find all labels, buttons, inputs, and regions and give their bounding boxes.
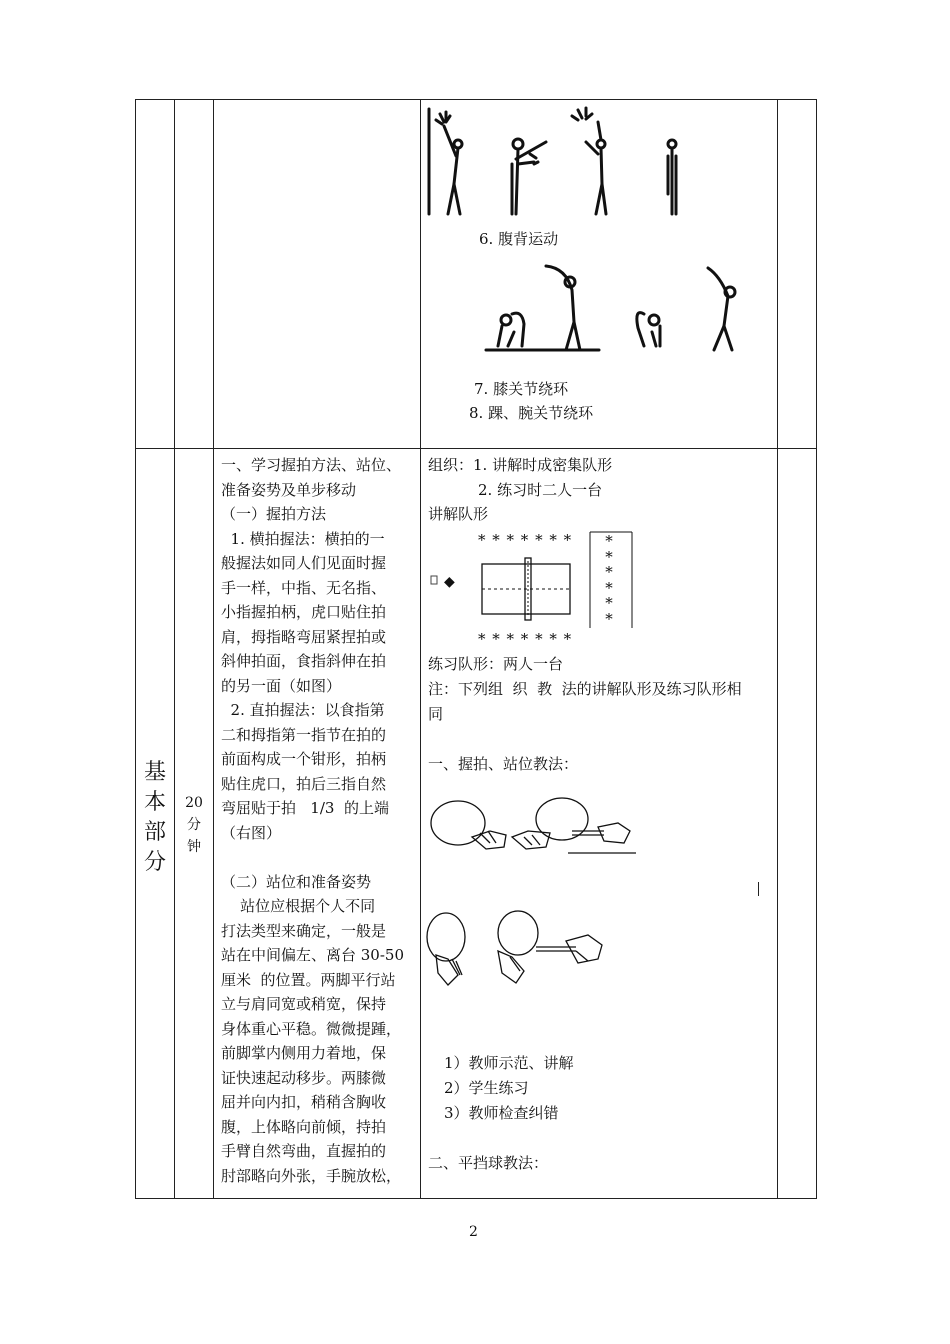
duration bbox=[176, 792, 212, 858]
content-line: 2. 直拍握法：以食指第 bbox=[221, 701, 385, 719]
duration-line: 分 bbox=[187, 817, 201, 833]
content-line: 1. 横拍握法：横拍的一 bbox=[221, 529, 385, 548]
explanation-formation-label: 讲解队形 bbox=[428, 505, 489, 523]
grip-method-title: 一、握拍、站位教法： bbox=[428, 755, 579, 773]
exercise-figures-bending bbox=[484, 262, 754, 354]
formation-star: * bbox=[605, 609, 613, 628]
content-line: 证快速起动移步。两膝微 bbox=[221, 1068, 387, 1087]
formation-star: * bbox=[605, 547, 613, 566]
table-col-line bbox=[213, 99, 214, 1199]
content-line: 贴住虎口，拍后三指自然 bbox=[221, 774, 387, 793]
content-line: 屈并向内扣，稍稍含胸收 bbox=[221, 1093, 387, 1111]
grip-step-1: 1）教师示范、讲解 bbox=[444, 1054, 574, 1072]
content-line bbox=[221, 845, 404, 870]
margin-mark bbox=[758, 882, 759, 896]
formation-stars-bottom: * * * * * * * bbox=[478, 630, 573, 648]
grip-step-3: 3）教师检查纠错 bbox=[444, 1104, 559, 1122]
formation-star: * bbox=[605, 594, 613, 612]
formation-star: * bbox=[605, 578, 613, 597]
organization-line-1: 组织：1. 讲解时成密集队形 bbox=[428, 456, 613, 474]
table-col-line bbox=[816, 99, 817, 1199]
grip-illustration-shakehand bbox=[428, 797, 638, 855]
table-row-divider bbox=[135, 448, 817, 449]
content-line: （二）站位和准备姿势 bbox=[221, 872, 372, 891]
caption-exercise-8: 8. 踝、腕关节绕环 bbox=[469, 404, 594, 422]
table-col-line bbox=[420, 99, 421, 1199]
duration-line: 20 bbox=[185, 795, 203, 811]
content-line: 厘米 的位置。两脚平行站 bbox=[221, 970, 396, 989]
part-label-char: 分 bbox=[143, 850, 166, 875]
formation-stars-top: * * * * * * * bbox=[478, 531, 573, 549]
content-line: 手一样，中指、无名指、 bbox=[221, 578, 387, 597]
table-border-top bbox=[135, 99, 817, 100]
table-col-line bbox=[135, 99, 136, 1199]
table-col-line bbox=[174, 99, 175, 1199]
content-line: 身体重心平稳。微微提踵， bbox=[221, 1019, 402, 1038]
content-line: 手臂自然弯曲，直握拍的 bbox=[221, 1142, 387, 1160]
content-line: （右图） bbox=[221, 823, 282, 842]
content-line: 前脚掌内侧用力着地，保 bbox=[221, 1044, 387, 1062]
organization-line-2: 2. 练习时二人一台 bbox=[478, 481, 603, 499]
content-line: 小指握拍柄，虎口贴住拍 bbox=[221, 603, 387, 621]
blocking-method-title: 二、平挡球教法： bbox=[428, 1154, 549, 1172]
caption-exercise-7: 7. 膝关节绕环 bbox=[474, 380, 569, 398]
content-line: 的另一面（如图） bbox=[221, 676, 342, 695]
teacher-marker: ◆ bbox=[444, 574, 455, 590]
part-label bbox=[137, 758, 173, 878]
formation-star: * bbox=[605, 532, 613, 550]
part-label-char: 本 bbox=[143, 790, 166, 815]
content-line: 肘部略向外张，手腕放松， bbox=[221, 1166, 402, 1185]
teaching-content bbox=[221, 453, 404, 1188]
content-line: 弯屈贴于拍 1/3 的上端 bbox=[221, 799, 389, 817]
content-line: 立与肩同宽或稍宽，保持 bbox=[221, 995, 387, 1013]
table-border-bottom bbox=[135, 1198, 817, 1199]
practice-formation: 练习队形：两人一台 bbox=[428, 655, 564, 673]
caption-exercise-6: 6. 腹背运动 bbox=[479, 230, 559, 248]
part-label-char: 部 bbox=[143, 820, 166, 845]
content-line: 腹，上体略向前倾，持拍 bbox=[221, 1117, 387, 1136]
part-label-char: 基 bbox=[143, 760, 166, 785]
content-line: 一、学习握拍方法、站位、 bbox=[221, 456, 402, 474]
content-line: 站在中间偏左、离台 30-50 bbox=[221, 946, 405, 964]
grip-illustration-penhold bbox=[426, 911, 610, 987]
content-line: 准备姿势及单步移动 bbox=[221, 480, 357, 499]
formation-stars-column bbox=[601, 534, 617, 627]
content-line: 斜伸拍面，食指斜伸在拍 bbox=[221, 652, 387, 670]
content-line: 前面构成一个钳形，拍柄 bbox=[221, 750, 387, 768]
page-number: 2 bbox=[469, 1224, 478, 1240]
exercise-figures-top bbox=[426, 104, 696, 220]
note-line-1: 注：下列组 织 教 法的讲解队形及练习队形相 bbox=[428, 680, 742, 698]
content-line: 般握法如同人们见面时握 bbox=[221, 554, 387, 572]
note-line-2: 同 bbox=[428, 705, 444, 723]
content-line: 站位应根据个人不同 bbox=[221, 897, 376, 915]
content-line: 打法类型来确定，一般是 bbox=[221, 921, 387, 940]
grip-step-2: 2）学生练习 bbox=[444, 1079, 529, 1097]
content-line: 肩，拇指略弯屈紧捏拍或 bbox=[221, 627, 387, 646]
table-col-line bbox=[777, 99, 778, 1199]
duration-line: 钟 bbox=[187, 839, 201, 855]
formation-star: * bbox=[605, 563, 613, 581]
content-line: （一）握拍方法 bbox=[221, 505, 327, 523]
content-line: 二和拇指第一指节在拍的 bbox=[221, 725, 387, 744]
